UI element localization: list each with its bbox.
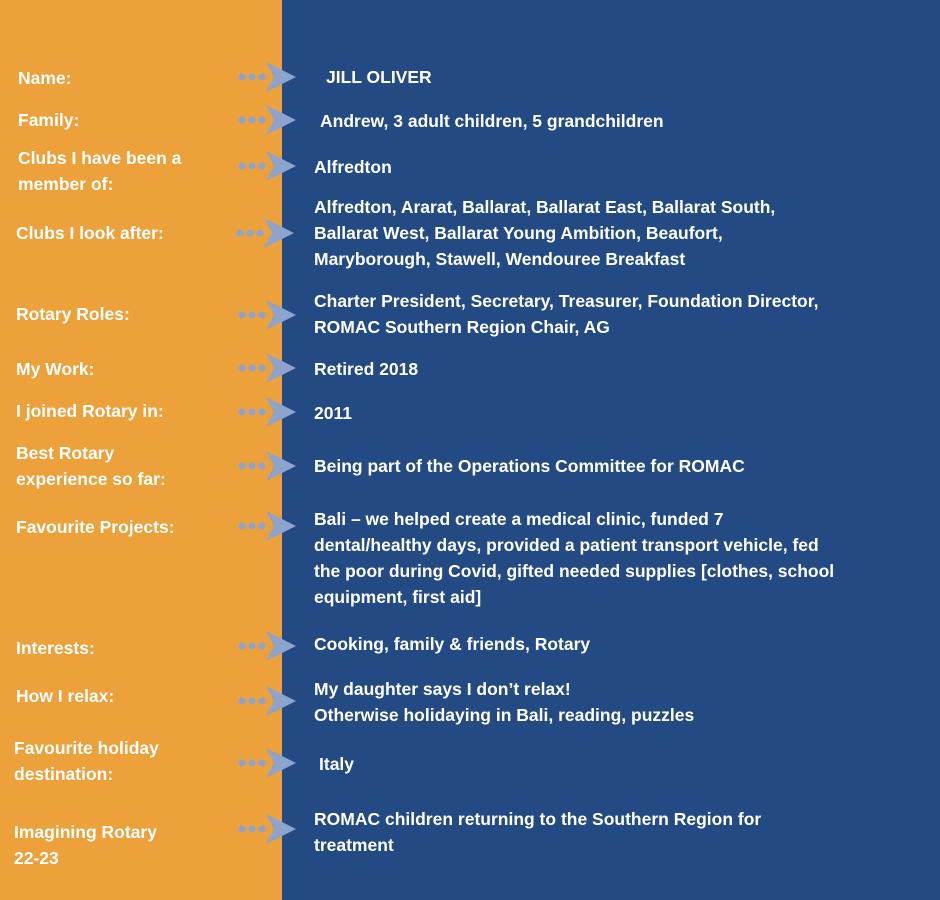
work-value: Retired 2018 [314,359,419,379]
relax-value: My daughter says I don’t relax! Otherwise holidaying in Bali, reading, puzzles [314,679,695,725]
dots-arrow-icon [236,748,298,778]
interests-value: Cooking, family & friends, Rotary [314,634,591,654]
best-experience-label: Best Rotary experience so far: [16,443,166,489]
relax-label: How I relax: [16,686,115,706]
dots-arrow-icon [236,353,298,383]
roles-label: Rotary Roles: [16,304,130,324]
best-experience-value: Being part of the Operations Committee for ROMAC [314,456,745,476]
projects-label: Favourite Projects: [16,517,175,537]
right-panel [282,0,940,900]
dots-arrow-icon [236,686,298,716]
holiday-value: Italy [319,754,355,774]
joined-label: I joined Rotary in: [16,401,164,421]
work-label: My Work: [16,359,95,379]
name-label: Name: [18,68,72,88]
dots-arrow-icon [234,218,296,248]
clubs-look-after-value: Alfredton, Ararat, Ballarat, Ballarat East, Ballarat South, Ballarat West, Ballarat Young Ambition, Beaufort, Maryborough, Stawell, Wendouree Breakfast [314,197,776,269]
dots-arrow-icon [236,451,298,481]
clubs-member-value: Alfredton [314,157,392,177]
imagining-value: ROMAC children returning to the Southern Region for treatment [314,809,762,855]
interests-label: Interests: [16,638,95,658]
dots-arrow-icon [236,397,298,427]
joined-value: 2011 [314,403,352,423]
family-value: Andrew, 3 adult children, 5 grandchildren [320,111,664,131]
clubs-look-after-label: Clubs I look after: [16,223,164,243]
dots-arrow-icon [236,300,298,330]
name-value: JILL OLIVER [326,67,432,87]
dots-arrow-icon [236,105,298,135]
family-label: Family: [18,110,80,130]
dots-arrow-icon [236,511,298,541]
dots-arrow-icon [236,631,298,661]
dots-arrow-icon [236,151,298,181]
imagining-label: Imagining Rotary 22-23 [14,822,157,868]
dots-arrow-icon [236,814,298,844]
dots-arrow-icon [236,62,298,92]
holiday-label: Favourite holiday destination: [14,738,159,784]
clubs-member-label: Clubs I have been a member of: [18,148,182,194]
roles-value: Charter President, Secretary, Treasurer, Foundation Director, ROMAC Southern Region Chair, AG [314,291,819,337]
projects-value: Bali – we helped create a medical clinic, funded 7 dental/healthy days, provided a patient transport vehicle, fed the poor during Covid, gifted needed supplies [clothes, school equipment, first aid] [314,509,835,607]
